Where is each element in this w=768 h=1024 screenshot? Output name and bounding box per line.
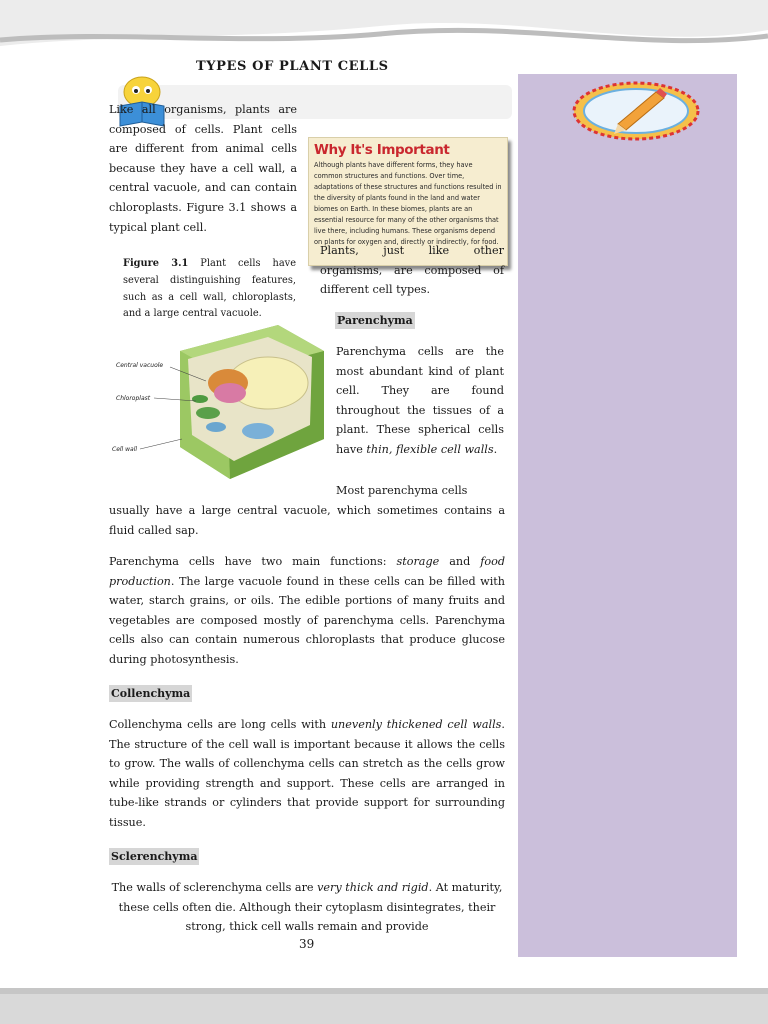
parenchyma-most-line: Most parenchyma cells — [336, 484, 468, 497]
collenchyma-paragraph — [109, 715, 505, 833]
parenchyma-text-a: Parenchyma cells are the most abundant kind of plant cell. They are found throughout the tissues of a plant. These spherical cells have — [336, 345, 504, 456]
intro-paragraph: Like all organisms, plants are composed of cells. Plant cells are different from animal cells because they have a cell wall, a central vacuole, and can contain chloroplasts. Figure 3.1 shows a typical plant cell. — [109, 103, 297, 234]
right-sidebar — [518, 74, 737, 957]
sclerenchyma-text-a: The walls of sclerenchyma cells are — [111, 881, 318, 894]
sclerenchyma-paragraph — [109, 878, 505, 937]
sclerenchyma-text-em: very thick and rigid — [317, 881, 429, 894]
top-wave-decoration — [0, 0, 768, 60]
heading-sclerenchyma: Sclerenchyma — [111, 850, 198, 863]
label-central-vacuole: Central vacuole — [116, 362, 164, 369]
sclerenchyma-text-b: . At maturity, these cells often die. Although their cytoplasm disintegrates, their strong, thick cell walls remain and provide — [118, 881, 503, 934]
parenchyma-vacuole-paragraph: usually have a large central vacuole, which sometimes contains a fluid called sap. — [109, 504, 505, 537]
functions-and: and — [439, 555, 481, 568]
why-box-title: Why It's Important — [314, 142, 450, 158]
plants-paragraph: Plants, just like other organisms, are composed of different cell types. — [320, 244, 504, 297]
collenchyma-text-em: unevenly thickened cell walls — [330, 718, 502, 731]
figure-caption-text: Plant cells have several distinguishing features, such as a cell wall, chloroplasts, and a large central vacuole. — [123, 258, 297, 320]
figure-label: Figure 3.1 — [123, 258, 189, 269]
collenchyma-text-b: . The structure of the cell wall is important because it allows the cells to grow. The walls of collenchyma cells can stretch as the cells grow while providing strength and support. These cells are arranged in tube-like strands or cylinders that provide support for surrounding tissue. — [109, 718, 505, 829]
parenchyma-text-b: . — [493, 442, 498, 456]
functions-food-production: food production — [109, 555, 505, 588]
functions-text-b: . The large vacuole found in these cells can be filled with water, starch grains, or oils. The edible portions of many fruits and vegetables are composed mostly of parenchyma cells. Parenchyma cells also can contain numerous chloroplasts that produce glucose during photosynthesis. — [109, 574, 505, 666]
parenchyma-text-em: thin, flexible cell walls — [366, 442, 494, 456]
collenchyma-text-a: Collenchyma cells are long cells with — [109, 718, 331, 731]
label-chloroplast: Chloroplast — [116, 395, 151, 402]
label-cell-wall: Cell wall — [112, 446, 138, 453]
page-number: 39 — [299, 937, 315, 951]
heading-collenchyma: Collenchyma — [111, 687, 191, 700]
parenchyma-paragraph — [336, 342, 504, 460]
pencil-note-icon — [568, 78, 704, 144]
functions-storage: storage — [396, 555, 440, 568]
page-title: TYPES OF PLANT CELLS — [196, 59, 389, 74]
figure-caption — [123, 256, 296, 323]
plant-cell-diagram — [108, 321, 330, 483]
why-box-text: Although plants have different forms, they have common structures and functions. Over time, adaptations of these structures and functions resulted in the diversity of plants found in the land and water biomes on Earth. In these biomes, plants are an essential resource for many of the other organisms that live there, including humans. These organisms depend on plants for oxygen and, directly or indirectly, for food. — [314, 161, 502, 246]
heading-parenchyma: Parenchyma — [337, 314, 413, 327]
bottom-band — [0, 988, 768, 1024]
functions-text-a: Parenchyma cells have two main functions: — [109, 555, 397, 568]
parenchyma-functions-paragraph — [109, 552, 505, 670]
